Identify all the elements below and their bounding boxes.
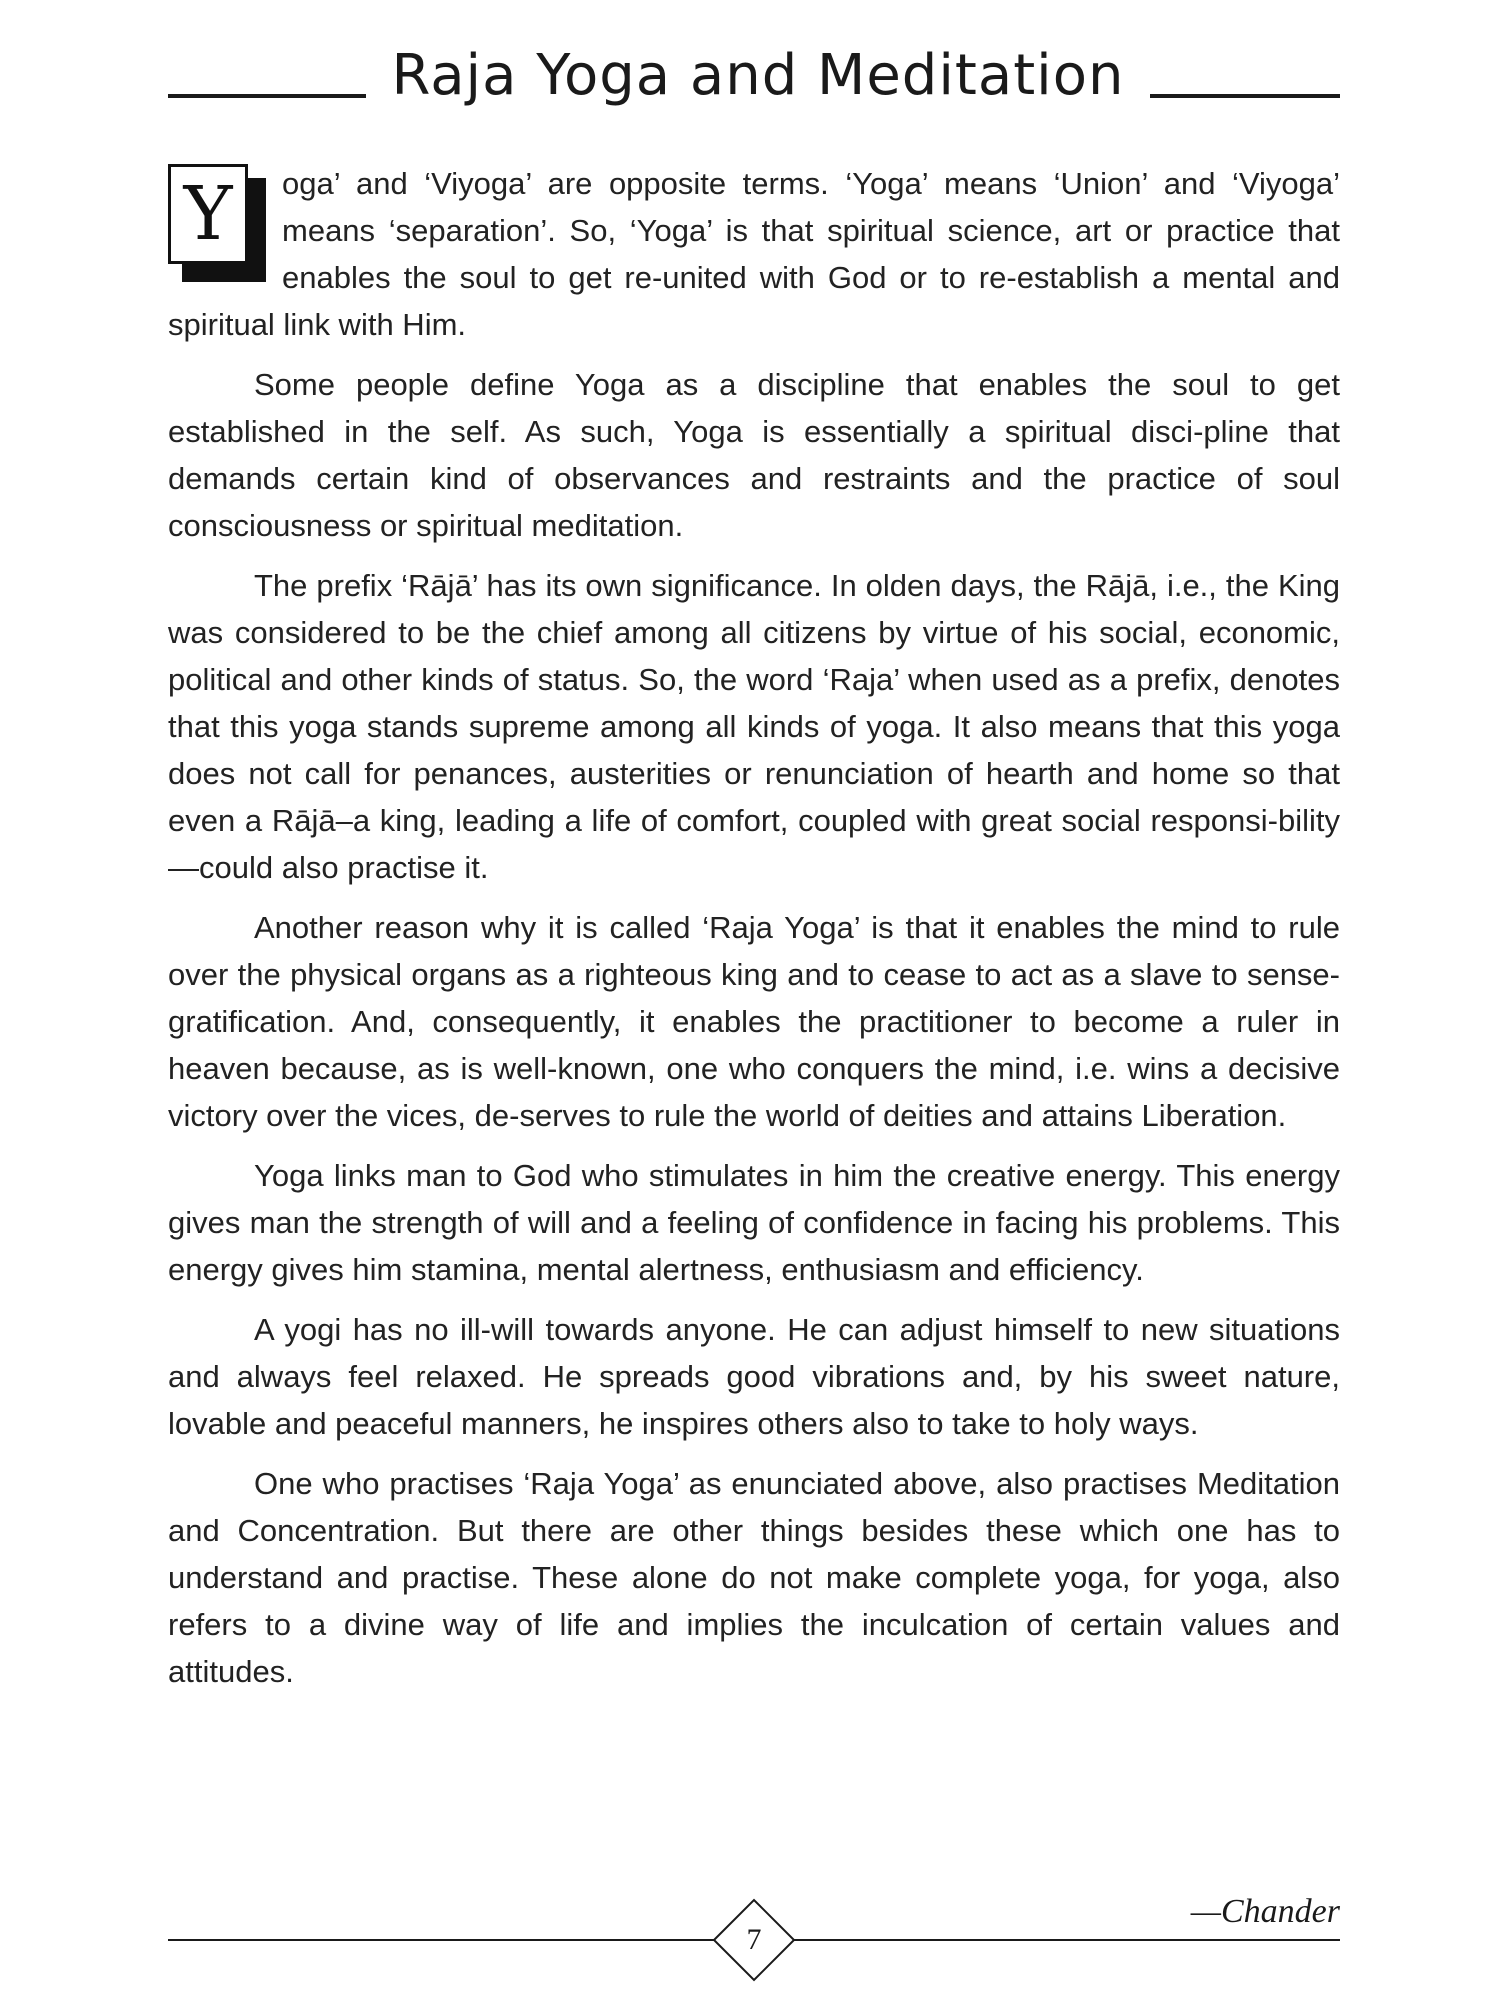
page-number: 7 [746,1923,762,1956]
paragraph-1 [168,160,1340,348]
article-body [168,160,1340,1708]
drop-cap-letter: Y [168,164,248,264]
author-signature: —Chander [1190,1893,1340,1930]
drop-cap [168,164,266,282]
paragraph-4: Another reason why it is called ‘Raja Yoga’ is that it enables the mind to rule over the physical organs as a righteous king and to cease to act as a slave to sense-gratification. And, consequently, it enables the practitioner to become a ruler in heaven because, as is well-known, one who conquers the mind, i.e. wins a decisive victory over the vices, de-serves to rule the world of deities and attains Liberation. [168,910,1340,1133]
paragraph-1-text: oga’ and ‘Viyoga’ are opposite terms. ‘Yoga’ means ‘Union’ and ‘Viyoga’ means ‘separation’. So, ‘Yoga’ is that spiritual science, art or practice that enables the soul to get re-united with God or to re-establish a mental and spiritual link with Him. [168,166,1340,342]
paragraph-6: A yogi has no ill-will towards anyone. He can adjust himself to new situations and always feel relaxed. He spreads good vibrations and, by his sweet nature, lovable and peaceful manners, he inspires others also to take to holy ways. [168,1312,1340,1441]
paragraph-5: Yoga links man to God who stimulates in him the creative energy. This energy gives man the strength of will and a feeling of confidence in facing his problems. This energy gives him stamina, mental alertness, enthusiasm and efficiency. [168,1158,1340,1287]
paragraph-2: Some people define Yoga as a discipline that enables the soul to get established in the self. As such, Yoga is essentially a spiritual disci-pline that demands certain kind of observances and restraints and the practice of soul consciousness or spiritual meditation. [168,367,1340,543]
page-title: Raja Yoga and Meditation [391,43,1125,108]
header-rule-left [168,94,366,98]
page-header [168,36,1340,116]
page-footer [168,1892,1340,1982]
header-rule-right [1150,94,1340,98]
paragraph-7: One who practises ‘Raja Yoga’ as enunciated above, also practises Meditation and Concentration. But there are other things besides these which one has to understand and practise. These alone do not make complete yoga, for yoga, also refers to a divine way of life and implies the inculcation of certain values and attitudes. [168,1466,1340,1689]
paragraph-3: The prefix ‘Rājā’ has its own significance. In olden days, the Rājā, i.e., the King was considered to be the chief among all citizens by virtue of his social, economic, political and other kinds of status. So, the word ‘Raja’ when used as a prefix, denotes that this yoga stands supreme among all kinds of yoga. It also means that this yoga does not call for penances, austerities or renunciation of hearth and home so that even a Rājā–a king, leading a life of comfort, coupled with great social responsi-bility—could also practise it. [168,568,1340,885]
